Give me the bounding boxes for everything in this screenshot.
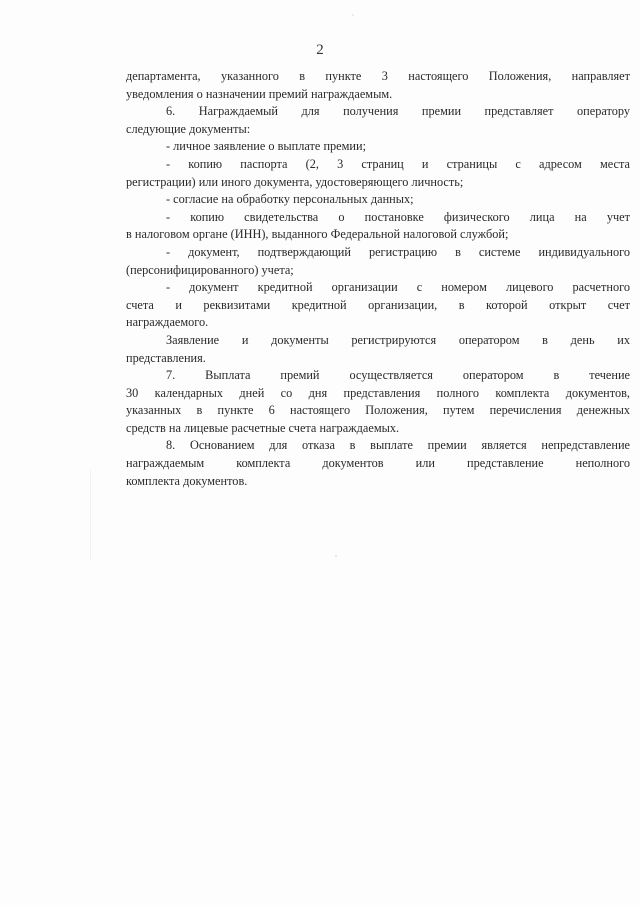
text-line: указанных в пункте 6 настоящего Положения, путем перечисления денежных: [126, 403, 630, 418]
text-line: уведомления о назначении премий награждаемым.: [126, 86, 393, 101]
text-line: - копию паспорта (2, 3 страниц и страницы с адресом места: [166, 156, 630, 171]
text-line: - личное заявление о выплате премии;: [166, 139, 366, 154]
text-line: 6. Награждаемый для получения премии представляет оператору: [166, 104, 630, 119]
scan-artifact: [90, 470, 91, 560]
text-line: средств на лицевые расчетные счета награждаемых.: [126, 420, 400, 435]
text-line: представления.: [126, 350, 206, 365]
text-line: (персонифицированного) учета;: [126, 262, 294, 277]
text-line: - копию свидетельства о постановке физического лица на учет: [166, 209, 630, 224]
text-line: 7. Выплата премий осуществляется оператором в течение: [166, 368, 630, 383]
text-line: награждаемым комплекта документов или представление неполного: [126, 456, 630, 471]
list-item: [126, 138, 630, 156]
list-item: [126, 209, 630, 244]
list-item: [126, 279, 630, 332]
text-line: департамента, указанного в пункте 3 настоящего Положения, направляет: [126, 69, 630, 83]
text-line: в налоговом органе (ИНН), выданного Федеральной налоговой службой;: [126, 227, 509, 242]
text-line: счета и реквизитами кредитной организации, в которой открыт счет: [126, 297, 630, 312]
paragraph-7: [126, 367, 630, 437]
paragraph-8: [126, 437, 630, 490]
text-line: - согласие на обработку персональных данных;: [166, 192, 414, 207]
text-line: Заявление и документы регистрируются оператором в день их: [166, 332, 630, 347]
text-line: комплекта документов.: [126, 473, 248, 488]
text-line: - документ кредитной организации с номером лицевого расчетного: [166, 280, 630, 295]
text-line: награждаемого.: [126, 315, 209, 330]
scan-artifact: [352, 14, 354, 16]
scan-artifact: [335, 555, 337, 557]
text-line: регистрации) или иного документа, удостоверяющего личность;: [126, 174, 464, 189]
list-item: [126, 244, 630, 279]
text-line: 8. Основанием для отказа в выплате премии является непредставление: [166, 438, 630, 453]
page-number: 2: [316, 42, 324, 58]
list-item: [126, 156, 630, 191]
list-item: [126, 191, 630, 209]
text-line: следующие документы:: [126, 121, 251, 136]
text-line: 30 календарных дней со дня представления полного комплекта документов,: [126, 385, 630, 400]
document-body: [126, 68, 630, 490]
paragraph-registration: [126, 332, 630, 367]
paragraph-p0: [126, 68, 630, 103]
paragraph-6: [126, 103, 630, 138]
text-line: - документ, подтверждающий регистрацию в системе индивидуального: [166, 244, 630, 259]
